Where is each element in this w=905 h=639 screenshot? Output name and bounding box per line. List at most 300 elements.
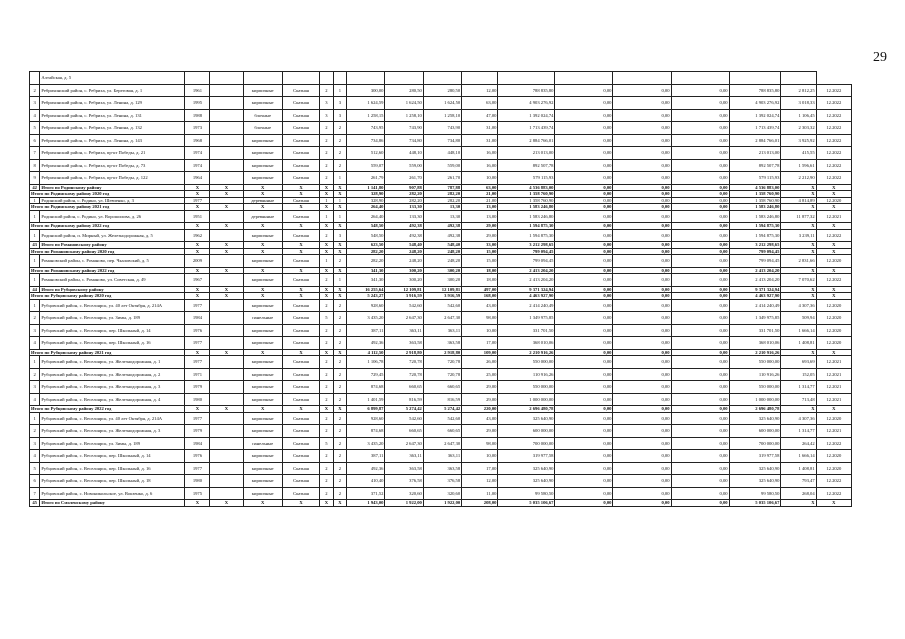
table-cell: 133,30	[385, 210, 423, 223]
table-cell: X	[210, 242, 243, 249]
table-cell: 12.2022	[816, 274, 851, 287]
table-cell: 0,00	[555, 475, 613, 488]
table-cell: 1 666,14	[781, 450, 816, 463]
table-cell: 363,11	[385, 450, 423, 463]
table-cell: 264,40	[347, 210, 385, 223]
table-cell: 415,55	[781, 147, 816, 160]
table-cell	[210, 159, 243, 172]
table-row	[30, 425, 852, 438]
table-cell: 1 713 439,74	[498, 122, 555, 135]
table-cell: 12.2022	[816, 229, 851, 242]
table-cell: 2 413 204,20	[498, 274, 555, 287]
table-cell: 874,68	[347, 425, 385, 438]
table-cell: Скатная	[282, 337, 319, 350]
table-cell: Скатная	[282, 368, 319, 381]
table-cell: 2	[30, 312, 40, 325]
table-cell: 2	[320, 381, 333, 394]
table-cell: X	[243, 223, 282, 230]
table-cell: 2	[333, 312, 346, 325]
table-cell: 0,00	[613, 229, 671, 242]
table-cell: 0,00	[555, 242, 613, 249]
table-cell: X	[210, 293, 243, 300]
table-cell	[210, 450, 243, 463]
table-cell: 363,11	[423, 324, 461, 337]
table-cell: 13,30	[423, 210, 461, 223]
table-cell: X	[816, 293, 851, 300]
table-cell: 0,00	[671, 147, 729, 160]
table-cell: X	[320, 204, 333, 211]
table-cell: 4 536 883,00	[498, 184, 555, 191]
table-cell	[210, 72, 243, 85]
table-cell: Скатная	[282, 299, 319, 312]
table-cell: 376,58	[423, 475, 461, 488]
table-cell: 734,86	[347, 134, 385, 147]
table-cell: 282,20	[347, 255, 385, 268]
table-cell	[613, 72, 671, 85]
table-cell: 799 094,45	[729, 255, 781, 268]
table-cell: 10,00	[462, 172, 498, 185]
housing-register-table	[29, 71, 852, 507]
table-cell: 325 640,90	[729, 412, 781, 425]
table-cell: панельные	[243, 437, 282, 450]
table-cell: 2	[320, 324, 333, 337]
table-cell: 0,00	[671, 475, 729, 488]
table-cell: 168,00	[462, 293, 498, 300]
table-cell: 1 922,00	[423, 500, 461, 507]
table-cell: 1 349 975,85	[729, 312, 781, 325]
table-cell: 8	[30, 159, 40, 172]
table-cell: 623,50	[347, 242, 385, 249]
table-cell: 0,00	[555, 223, 613, 230]
table-cell: X	[282, 293, 319, 300]
table-cell	[243, 72, 282, 85]
table-cell: кирпичные	[243, 134, 282, 147]
table-cell: 2 831,66	[781, 255, 816, 268]
table-cell: 10,00	[462, 450, 498, 463]
table-cell: Итого по Рубцовскому району	[40, 286, 185, 293]
table-cell	[210, 412, 243, 425]
table-cell: 928,60	[347, 412, 385, 425]
table-cell: 1 392 024,74	[729, 109, 781, 122]
table-cell: 320,60	[423, 487, 461, 500]
table-cell: 0,00	[613, 204, 671, 211]
table-cell: 152,05	[781, 368, 816, 381]
table-cell: 12.2022	[816, 122, 851, 135]
table-cell: 0,00	[555, 393, 613, 406]
table-cell: 492,38	[423, 229, 461, 242]
table-cell: 2	[333, 462, 346, 475]
table-cell: Рубцовский район, с. Веселоярск, ул. Железнодорожная, д. 3	[40, 425, 185, 438]
table-cell: 2	[320, 475, 333, 488]
table-cell: 0,00	[671, 324, 729, 337]
table-cell: 282,20	[423, 197, 461, 204]
table-cell: 0,00	[555, 229, 613, 242]
table-row	[30, 299, 852, 312]
table-cell: Скатная	[282, 255, 319, 268]
table-cell: X	[243, 406, 282, 413]
table-cell: 0,00	[613, 487, 671, 500]
table-cell: X	[816, 191, 851, 198]
table-cell: 1977	[185, 462, 210, 475]
table-cell: X	[320, 242, 333, 249]
table-cell: 300,20	[423, 274, 461, 287]
table-cell: 29,00	[462, 223, 498, 230]
table-cell: 0,00	[613, 184, 671, 191]
table-cell: 363,58	[385, 462, 423, 475]
table-cell: Скатная	[282, 172, 319, 185]
table-cell: 3	[320, 97, 333, 110]
table-cell: 0,00	[671, 267, 729, 274]
table-cell: X	[282, 191, 319, 198]
table-cell: 9 371 324,94	[729, 286, 781, 293]
table-cell: 1 000 000,00	[498, 393, 555, 406]
table-cell: 43,00	[462, 412, 498, 425]
table-cell: 280,50	[385, 84, 423, 97]
table-cell: X	[781, 406, 816, 413]
table-cell: 4 463 927,90	[498, 293, 555, 300]
table-cell: 0,00	[555, 159, 613, 172]
table-cell: X	[320, 184, 333, 191]
table-cell: 0,00	[613, 368, 671, 381]
table-cell: 1 594 875,30	[498, 223, 555, 230]
table-cell: 44	[30, 286, 40, 293]
table-cell: Родинский район, п. Мирный, ул. Железнодорожная, д. 5	[40, 229, 185, 242]
table-cell: Итого по Рубцовскому району 2020 год	[30, 293, 185, 300]
table-cell: 43,00	[462, 299, 498, 312]
table-cell: 1	[320, 210, 333, 223]
table-cell: 713,48	[781, 393, 816, 406]
table-cell: 387,11	[347, 450, 385, 463]
table-cell: 1977	[185, 356, 210, 369]
table-cell: X	[210, 191, 243, 198]
table-cell: 2 884 766,01	[729, 134, 781, 147]
table-cell: Ребрихинский район, с. Ребриха, ул. Береговая, д. 1	[40, 84, 185, 97]
table-cell: 509,94	[781, 312, 816, 325]
table-cell: 16,00	[462, 159, 498, 172]
table-cell: Романовский район, с. Романово, пер. Чкаловский, д. 5	[40, 255, 185, 268]
table-cell: 12.2021	[816, 381, 851, 394]
table-cell	[210, 462, 243, 475]
table-cell: Итого по Рубцовскому району 2021 год	[30, 349, 185, 356]
table-cell: 4 112,50	[347, 349, 385, 356]
table-cell: 12.2021	[816, 425, 851, 438]
table-cell: 559,07	[347, 159, 385, 172]
table-cell: 13,30	[423, 204, 461, 211]
table-cell: кирпичные	[243, 475, 282, 488]
table-cell: 0,00	[671, 337, 729, 350]
table-cell: 0,00	[613, 147, 671, 160]
table-cell: Скатная	[282, 381, 319, 394]
table-cell: 0,00	[613, 197, 671, 204]
table-cell: 0,00	[613, 286, 671, 293]
table-cell: 264,42	[781, 437, 816, 450]
table-cell: Ребрихинский район, с. Ребриха, ул. Ленина, д. 143	[40, 134, 185, 147]
table-cell: 1977	[185, 299, 210, 312]
table-cell: X	[333, 406, 346, 413]
table-cell: 2	[320, 134, 333, 147]
table-cell: 0,00	[555, 324, 613, 337]
table-cell: 0,00	[671, 312, 729, 325]
table-cell: 788 835,80	[498, 84, 555, 97]
table-cell: Скатная	[282, 147, 319, 160]
table-cell: X	[816, 204, 851, 211]
table-cell: X	[333, 500, 346, 507]
table-cell: 2	[333, 356, 346, 369]
table-cell: 248,20	[423, 255, 461, 268]
table-cell: X	[185, 267, 210, 274]
housing-register-table-container	[29, 71, 852, 583]
table-cell: 300,20	[385, 267, 423, 274]
table-cell: 99 580,50	[729, 487, 781, 500]
table-cell: 280,50	[423, 84, 461, 97]
table-cell: 371,52	[347, 487, 385, 500]
table-cell	[210, 255, 243, 268]
table-cell: X	[781, 286, 816, 293]
table-cell: X	[333, 242, 346, 249]
table-cell: X	[210, 248, 243, 255]
table-cell: 12.2021	[816, 393, 851, 406]
table-row	[30, 462, 852, 475]
table-cell: 700 000,00	[729, 437, 781, 450]
table-cell: 0,00	[671, 248, 729, 255]
table-cell: 0,00	[555, 312, 613, 325]
table-row	[30, 412, 852, 425]
table-cell: Скатная	[282, 312, 319, 325]
table-cell: X	[210, 286, 243, 293]
table-row	[30, 172, 852, 185]
table-row	[30, 84, 852, 97]
table-cell: 542,60	[423, 412, 461, 425]
table-cell: 4 814,89	[781, 197, 816, 204]
table-cell: 550 000,00	[729, 381, 781, 394]
table-cell: Скатная	[282, 462, 319, 475]
table-cell: 892 507,78	[729, 159, 781, 172]
table-cell: 2 696 480,78	[729, 406, 781, 413]
table-cell	[781, 72, 816, 85]
table-cell: 3 212 298,65	[498, 242, 555, 249]
table-cell: 12 109,81	[385, 286, 423, 293]
table-cell: 17,00	[462, 462, 498, 475]
table-cell: 1 594 875,30	[729, 229, 781, 242]
table-cell: X	[816, 406, 851, 413]
table-cell: 2	[333, 368, 346, 381]
table-cell: 325 640,90	[498, 412, 555, 425]
summary-row	[30, 500, 852, 507]
table-cell: 213 013,00	[729, 147, 781, 160]
table-cell: 907,88	[385, 184, 423, 191]
table-cell: 10,00	[462, 324, 498, 337]
table-cell: 0,00	[555, 381, 613, 394]
table-cell: кирпичные	[243, 274, 282, 287]
table-cell: 0,00	[671, 159, 729, 172]
table-cell: 0,00	[671, 242, 729, 249]
table-cell: 29,00	[462, 425, 498, 438]
table-cell: 2 414 240,49	[729, 299, 781, 312]
table-cell: кирпичные	[243, 255, 282, 268]
table-cell: 542,60	[423, 299, 461, 312]
table-cell: 363,58	[385, 337, 423, 350]
table-cell: 1 258,10	[423, 109, 461, 122]
table-cell: Рубцовский район, с. Веселоярск, пер. Школьный, д. 16	[40, 462, 185, 475]
table-cell: 4 903 276,92	[498, 97, 555, 110]
table-cell: Скатная	[282, 229, 319, 242]
table-cell: 2	[320, 412, 333, 425]
table-cell: 0,00	[555, 210, 613, 223]
table-cell: X	[185, 293, 210, 300]
table-cell: 600 000,00	[498, 425, 555, 438]
table-cell: 341,30	[347, 267, 385, 274]
table-cell: 264,40	[347, 204, 385, 211]
table-cell: 1 943,00	[347, 500, 385, 507]
table-cell: Рубцовский район, с. Веселоярск, ул. Зимы, д. 189	[40, 437, 185, 450]
table-cell: 1	[30, 412, 40, 425]
table-cell: 5 035 106,67	[498, 500, 555, 507]
table-cell: 550 000,00	[498, 356, 555, 369]
table-cell: кирпичные	[243, 159, 282, 172]
table-cell: 559,00	[423, 159, 461, 172]
table-row	[30, 72, 852, 85]
table-cell: 0,00	[613, 109, 671, 122]
table-cell: 368 010,06	[498, 337, 555, 350]
table-cell: X	[320, 500, 333, 507]
table-cell: X	[333, 204, 346, 211]
table-cell: Скатная	[282, 324, 319, 337]
table-cell: панельные	[243, 312, 282, 325]
table-row	[30, 437, 852, 450]
table-cell: 0,00	[671, 204, 729, 211]
table-cell: 1 596,61	[781, 159, 816, 172]
table-cell: 6 899,87	[347, 406, 385, 413]
table-cell: 341,30	[347, 274, 385, 287]
table-row	[30, 97, 852, 110]
table-cell: 0,00	[555, 286, 613, 293]
table-cell: 4 536 883,00	[729, 184, 781, 191]
table-cell: X	[185, 286, 210, 293]
table-cell: 0,00	[671, 299, 729, 312]
table-cell: 3 916,59	[423, 293, 461, 300]
table-cell: X	[282, 500, 319, 507]
table-cell: 325 640,90	[729, 462, 781, 475]
table-cell: 16,00	[462, 147, 498, 160]
table-row	[30, 487, 852, 500]
table-cell: Алтайская, д. 5	[40, 72, 185, 85]
table-cell	[671, 72, 729, 85]
table-cell: 0,00	[555, 134, 613, 147]
table-cell: Скатная	[282, 210, 319, 223]
table-cell	[210, 134, 243, 147]
table-cell: 26,00	[462, 356, 498, 369]
table-cell: 2 647,30	[385, 312, 423, 325]
table-cell: Рубцовский район, с. Веселоярск, пер. Школьный, д. 18	[40, 475, 185, 488]
table-cell: 363,58	[423, 337, 461, 350]
table-cell: 1 358 760,90	[498, 191, 555, 198]
table-cell: X	[816, 267, 851, 274]
table-row	[30, 122, 852, 135]
table-cell: X	[185, 204, 210, 211]
table-cell: 1976	[185, 324, 210, 337]
table-row	[30, 159, 852, 172]
table-cell: 12.2022	[816, 487, 851, 500]
table-cell: X	[320, 349, 333, 356]
table-cell: 12.2020	[816, 462, 851, 475]
table-cell: 268,04	[781, 487, 816, 500]
table-cell: Рубцовский район, с. Веселоярск, ул. Зимы, д. 189	[40, 312, 185, 325]
table-cell: Ребрихинский район, с. Ребриха, ул. Ленина, д. 132	[40, 122, 185, 135]
table-cell: X	[210, 204, 243, 211]
table-cell: 542,60	[385, 299, 423, 312]
table-cell: 1 624,50	[423, 97, 461, 110]
table-cell: X	[781, 500, 816, 507]
table-cell: Рубцовский район, с. Веселоярск, ул. 40 лет Октября, д. 214А	[40, 412, 185, 425]
table-cell: 492,36	[347, 337, 385, 350]
table-cell: 0,00	[671, 450, 729, 463]
table-cell	[210, 97, 243, 110]
table-cell: 1977	[185, 197, 210, 204]
table-cell	[210, 475, 243, 488]
table-cell: 1	[333, 274, 346, 287]
table-cell: 660,65	[423, 381, 461, 394]
table-cell: 18,00	[462, 267, 498, 274]
table-cell: 816,59	[423, 393, 461, 406]
table-cell: 743,90	[423, 122, 461, 135]
table-cell: X	[781, 242, 816, 249]
table-cell: 5 274,42	[423, 406, 461, 413]
table-cell: X	[282, 267, 319, 274]
table-cell: Скатная	[282, 425, 319, 438]
table-cell	[210, 229, 243, 242]
table-cell: 548,40	[385, 242, 423, 249]
table-cell: 7	[30, 147, 40, 160]
table-cell: 0,00	[555, 487, 613, 500]
table-cell: 300,00	[347, 84, 385, 97]
table-cell: X	[210, 223, 243, 230]
table-cell: Рубцовский район, с. Новоникольское, ул. Вокзенко, д. 6	[40, 487, 185, 500]
table-cell: кирпичные	[243, 412, 282, 425]
table-cell: 1 358 760,90	[729, 191, 781, 198]
table-cell: 1980	[185, 393, 210, 406]
table-cell	[210, 324, 243, 337]
table-cell: 1 392 024,74	[498, 109, 555, 122]
table-cell: 3	[333, 229, 346, 242]
table-cell: 5 274,42	[385, 406, 423, 413]
table-cell: 208,00	[462, 500, 498, 507]
table-cell: кирпичные	[243, 229, 282, 242]
table-cell: кирпичные	[243, 381, 282, 394]
table-cell: 1	[320, 197, 333, 204]
table-cell	[320, 72, 333, 85]
table-cell: 799 094,45	[729, 248, 781, 255]
table-cell: 0,00	[613, 248, 671, 255]
table-cell: 0,00	[613, 274, 671, 287]
table-cell: 0,00	[555, 122, 613, 135]
table-cell: 12.2022	[816, 84, 851, 97]
table-cell: 1977	[185, 337, 210, 350]
table-row	[30, 229, 852, 242]
table-cell: 45	[30, 500, 40, 507]
table-cell	[210, 312, 243, 325]
table-cell: 1975	[185, 487, 210, 500]
table-cell: Итого по Родинскому району 2022 год	[30, 223, 185, 230]
table-cell: 2	[333, 255, 346, 268]
table-row	[30, 393, 852, 406]
table-cell: 3 239,11	[781, 229, 816, 242]
table-cell: 2	[333, 450, 346, 463]
table-cell: 12.2021	[816, 210, 851, 223]
table-cell: 720,78	[423, 356, 461, 369]
table-cell: X	[333, 293, 346, 300]
table-cell: 18,00	[462, 274, 498, 287]
table-cell: 2	[333, 393, 346, 406]
